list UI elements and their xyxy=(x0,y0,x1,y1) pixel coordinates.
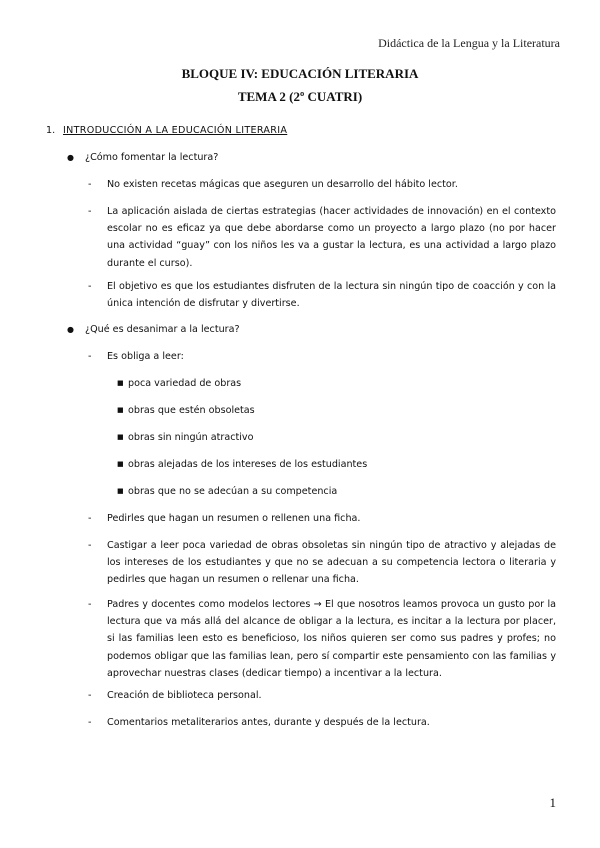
section-number: 1. xyxy=(46,125,56,136)
dash-item xyxy=(88,348,556,365)
dash-icon: - xyxy=(88,513,92,524)
sub-list-item xyxy=(117,375,241,392)
dash-icon: - xyxy=(88,540,92,551)
dash-item-text: Es obliga a leer: xyxy=(107,351,184,362)
square-bullet-icon: ■ xyxy=(117,379,124,387)
dash-item xyxy=(88,176,556,193)
dash-item-text: La aplicación aislada de ciertas estrategias (hacer actividades de innovación) en el contexto escolar no es eficaz ya que debe abordarse como un proyecto a largo plazo (no por hacer una actividad “guay” con los niños les va a gustar la lectura, es una actividad a largo plazo durante el curso). xyxy=(107,206,556,269)
dash-item xyxy=(88,278,556,312)
bullet-icon: ● xyxy=(67,325,74,334)
dash-item-text: Castigar a leer poca variedad de obras obsoletas sin ningún tipo de atractivo y alejadas de los intereses de los estudiantes y que no se adecuan a su competencia lectora o literaria y pedirles que hagan un resumen o rellenar una ficha. xyxy=(107,540,556,586)
dash-icon: - xyxy=(88,717,92,728)
dash-item-text: Comentarios metaliterarios antes, durante y después de la lectura. xyxy=(107,717,430,728)
running-header: Didáctica de la Lengua y la Literatura xyxy=(378,36,560,50)
dash-icon: - xyxy=(88,206,92,217)
dash-icon: - xyxy=(88,281,92,292)
square-bullet-icon: ■ xyxy=(117,406,124,414)
dash-icon: - xyxy=(88,599,92,610)
sub-list-item-text: obras alejadas de los intereses de los estudiantes xyxy=(128,459,368,470)
dash-item xyxy=(88,596,556,682)
sub-list-item xyxy=(117,429,253,446)
square-bullet-icon: ■ xyxy=(117,460,124,468)
section-heading-text: INTRODUCCIÓN A LA EDUCACIÓN LITERARIA xyxy=(63,125,288,136)
sub-list-item-text: obras sin ningún atractivo xyxy=(128,432,254,443)
bullet-question-2 xyxy=(67,321,240,338)
dash-item-text: Pedirles que hagan un resumen o rellenen una ficha. xyxy=(107,513,361,524)
topic-title: TEMA 2 (2º CUATRI) xyxy=(237,89,363,104)
dash-icon: - xyxy=(88,179,92,190)
dash-item xyxy=(88,203,556,272)
dash-item xyxy=(88,714,556,731)
square-bullet-icon: ■ xyxy=(117,433,124,441)
page-number: 1 xyxy=(549,795,556,810)
dash-item-text: Creación de biblioteca personal. xyxy=(107,690,262,701)
sub-list-item xyxy=(117,402,255,419)
sub-list-item xyxy=(117,456,367,473)
dash-item xyxy=(88,687,556,704)
sub-list-item xyxy=(117,483,337,500)
sub-list-item-text: obras que estén obsoletas xyxy=(128,405,255,416)
dash-item xyxy=(88,537,556,589)
sub-list-item-text: poca variedad de obras xyxy=(128,378,242,389)
section-heading xyxy=(46,122,287,139)
dash-item-text: No existen recetas mágicas que aseguren un desarrollo del hábito lector. xyxy=(107,179,458,190)
dash-icon: - xyxy=(88,351,92,362)
question-2-text: ¿Qué es desanimar a la lectura? xyxy=(85,324,240,335)
dash-icon: - xyxy=(88,690,92,701)
question-1-text: ¿Cómo fomentar la lectura? xyxy=(85,152,219,163)
dash-item-text: El objetivo es que los estudiantes disfruten de la lectura sin ningún tipo de coacción y con la única intención de disfrutar y divertirse. xyxy=(107,281,556,310)
dash-item-text: Padres y docentes como modelos lectores → El que nosotros leamos provoca un gusto por la lectura que va más allá del alcance de obligar a la lectura, es incitar a la lectura por placer, si las familias leen esto es beneficioso, los niños quieren ser como sus padres y profes; no podemos obligar que las familias lean, pero sí compartir este pensamiento con las familias y aprovechar nuestras clases (dedicar tiempo) a incentivar a la lectura. xyxy=(107,599,556,679)
dash-item xyxy=(88,510,556,527)
block-title: BLOQUE IV: EDUCACIÓN LITERARIA xyxy=(181,66,419,81)
square-bullet-icon: ■ xyxy=(117,487,124,495)
bullet-icon: ● xyxy=(67,153,74,162)
sub-list-item-text: obras que no se adecúan a su competencia xyxy=(128,486,338,497)
bullet-question-1 xyxy=(67,149,218,166)
